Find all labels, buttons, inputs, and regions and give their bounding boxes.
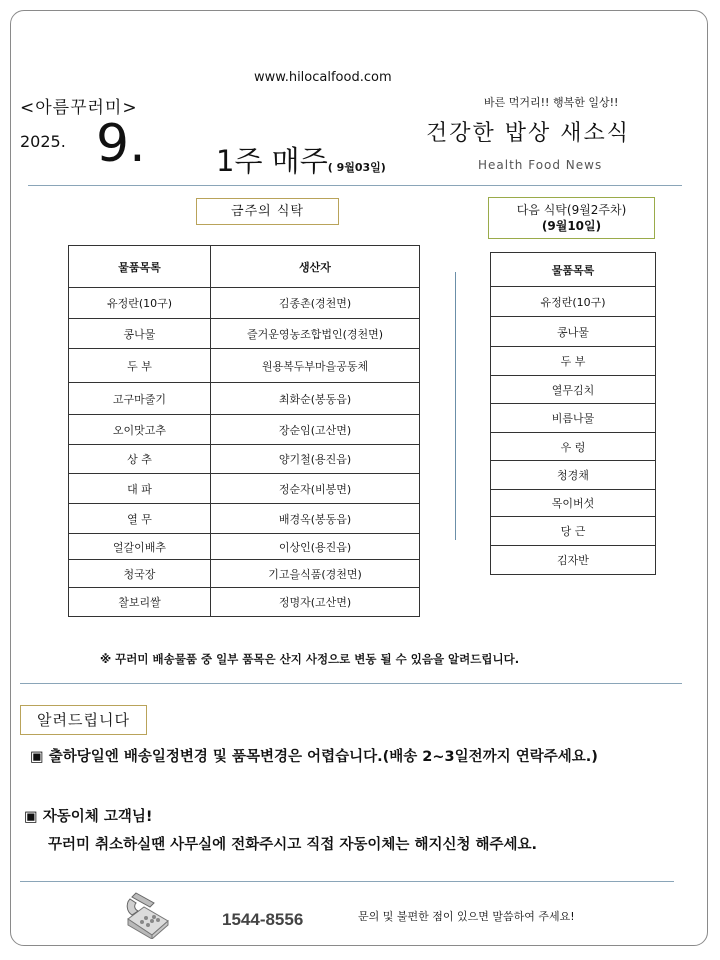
producer-cell: 정명자(고산면) <box>211 588 420 617</box>
table-row <box>491 517 656 546</box>
website-url[interactable]: www.hilocalfood.com <box>254 70 392 85</box>
issue-date: ( 9월03일) <box>327 161 386 174</box>
item-cell: 유정란(10구) <box>69 288 211 319</box>
table-row <box>69 560 420 588</box>
phone-number[interactable]: 1544-8556 <box>222 910 304 929</box>
issue-year: 2025. <box>20 132 66 151</box>
item-cell: 상 추 <box>69 445 211 474</box>
item-cell: 열 무 <box>69 504 211 534</box>
item-cell: 콩나물 <box>491 317 656 347</box>
notice-label: 알려드립니다 <box>20 705 147 735</box>
table-row <box>491 376 656 404</box>
table-row <box>69 383 420 415</box>
next-week-label-box <box>488 197 655 239</box>
issue-week <box>216 144 386 185</box>
newsletter-subtitle: Health Food News <box>478 158 603 172</box>
item-cell: 청국장 <box>69 560 211 588</box>
item-cell: 목이버섯 <box>491 490 656 517</box>
table-row <box>491 490 656 517</box>
notice-line-cancel: 꾸러미 취소하실땐 사무실에 전화주시고 직접 자동이체는 해지신청 해주세요. <box>48 837 538 853</box>
producer-cell: 장순임(고산면) <box>211 415 420 445</box>
producer-cell: 즐거운영농조합법인(경천면) <box>211 319 420 349</box>
telephone-icon <box>122 885 172 943</box>
column-header: 물품목록 <box>491 253 656 287</box>
item-cell: 유정란(10구) <box>491 287 656 317</box>
item-cell: 고구마줄기 <box>69 383 211 415</box>
producer-cell: 이상인(용진읍) <box>211 534 420 560</box>
issue-month: 9. <box>96 114 146 174</box>
this-week-table <box>68 245 420 617</box>
table-row <box>491 546 656 575</box>
item-cell: 대 파 <box>69 474 211 504</box>
table-header-row <box>491 253 656 287</box>
item-cell: 비름나물 <box>491 404 656 433</box>
table-row <box>491 433 656 461</box>
table-row <box>69 349 420 383</box>
table-header-row <box>69 246 420 288</box>
item-cell: 얼갈이배추 <box>69 534 211 560</box>
column-divider <box>455 272 456 540</box>
newsletter-title: 건강한 밥상 새소식 <box>426 121 631 146</box>
substitution-note: ※ 꾸러미 배송물품 중 일부 품목은 산지 사정으로 변동 될 수 있음을 알려드립니다. <box>100 652 520 666</box>
issue-week-label: 1주 매주 <box>216 144 328 178</box>
producer-cell: 양기철(용진읍) <box>211 445 420 474</box>
producer-cell: 원용복두부마을공동체 <box>211 349 420 383</box>
notice-line-schedule: ▣ 출하당일엔 배송일정변경 및 품목변경은 어렵습니다.(배송 2~3일전까지 연락주세요.) <box>30 749 598 765</box>
producer-cell: 김종촌(경천면) <box>211 288 420 319</box>
footer-divider <box>20 881 674 882</box>
brand-name: <아름꾸러미> <box>20 98 138 118</box>
table-row <box>491 404 656 433</box>
notice-line-autopay: ▣ 자동이체 고객님! <box>24 809 153 825</box>
item-cell: 열무김치 <box>491 376 656 404</box>
item-cell: 두 부 <box>69 349 211 383</box>
item-cell: 두 부 <box>491 347 656 376</box>
table-row <box>69 319 420 349</box>
item-cell: 청경채 <box>491 461 656 490</box>
table-row <box>491 461 656 490</box>
item-cell: 우 렁 <box>491 433 656 461</box>
next-week-date: (9월10일) <box>541 219 602 233</box>
table-row <box>69 504 420 534</box>
table-row <box>491 287 656 317</box>
table-row <box>69 534 420 560</box>
item-cell: 오이맛고추 <box>69 415 211 445</box>
table-row <box>69 415 420 445</box>
producer-cell: 최화순(봉동읍) <box>211 383 420 415</box>
item-cell: 당 근 <box>491 517 656 546</box>
table-row <box>491 317 656 347</box>
table-row <box>69 445 420 474</box>
item-cell: 콩나물 <box>69 319 211 349</box>
column-header: 물품목록 <box>69 246 211 288</box>
producer-cell: 배경옥(봉동읍) <box>211 504 420 534</box>
header-divider <box>28 185 682 186</box>
table-row <box>69 288 420 319</box>
next-week-label: 다음 식탁(9월2주차) <box>516 203 627 217</box>
table-row <box>69 588 420 617</box>
slogan: 바른 먹거리!! 행복한 일상!! <box>484 96 619 109</box>
column-header: 생산자 <box>211 246 420 288</box>
table-row <box>491 347 656 376</box>
producer-cell: 정순자(비봉면) <box>211 474 420 504</box>
item-cell: 김자반 <box>491 546 656 575</box>
producer-cell: 기고을식품(경천면) <box>211 560 420 588</box>
section-divider <box>20 683 682 684</box>
table-row <box>69 474 420 504</box>
next-week-table <box>490 252 656 575</box>
item-cell: 찰보리쌀 <box>69 588 211 617</box>
this-week-label: 금주의 식탁 <box>196 198 339 225</box>
inquiry-text: 문의 및 불편한 점이 있으면 말씀하여 주세요! <box>358 910 575 923</box>
